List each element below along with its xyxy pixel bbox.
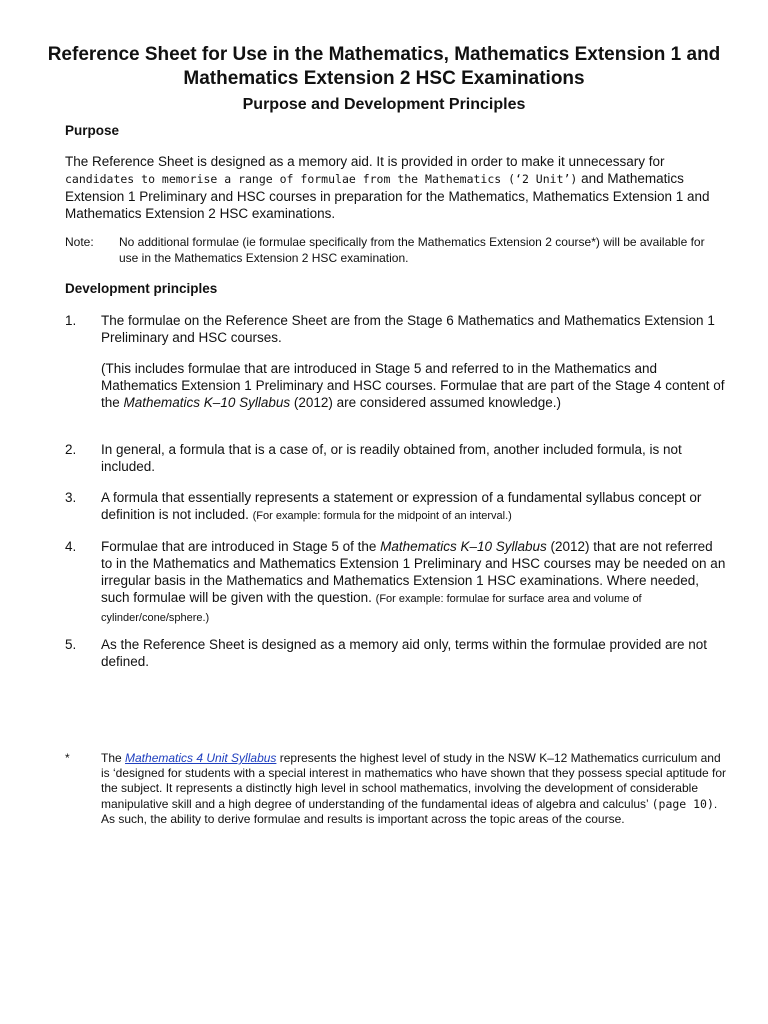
document-title: Reference Sheet for Use in the Mathematics, Mathematics Extension 1 and Mathematics Extension 2 HSC Examinations — [47, 44, 721, 89]
syllabus-link[interactable]: Mathematics 4 Unit Syllabus — [125, 751, 277, 765]
syllabus-title-italic: Mathematics K–10 Syllabus — [380, 539, 547, 554]
principle-text — [101, 489, 726, 525]
syllabus-title-italic: Mathematics K–10 Syllabus — [123, 395, 291, 410]
footnote-marker: * — [65, 751, 70, 765]
principle-text: In general, a formula that is a case of, or is readily obtained from, another included formula, is not included. — [101, 442, 682, 474]
principle-text — [101, 538, 726, 627]
purpose-text-mono: candidates to memorise a range of formulae from the Mathematics (‘2 Unit’) — [65, 172, 578, 186]
principle-text-b: (2012) that are not referred to in the Mathematics and Mathematics Extension 1 Preliminary and HSC courses may be needed on an irregular basis in the Mathematics and Mathematics Extension 1 HSC examinations. Where needed, such formulae will be given with the question. — [101, 539, 726, 605]
footnote-text-b: represents the highest level of study in the NSW K–12 Mathematics curriculum and is ‘designed for students with a special interest in mathematics who have shown that they possess special aptitude for the subject. It represents a distinctly high level in school mathematics, involving the development of considerable manipulative skill and a high degree of understanding of the fundamental ideas of algebra and calculus’ — [101, 751, 727, 811]
footnote-text-c: . As such, the ability to derive formulae and results is important across the topic areas of the course. — [101, 796, 718, 826]
principle-example: (For example: formula for the midpoint of an interval.) — [252, 510, 512, 522]
principle-subtext — [101, 360, 726, 411]
principle-number: 2. — [65, 442, 77, 457]
document-subtitle: Purpose and Development Principles — [242, 96, 526, 113]
note-text: No additional formulae (ie formulae specifically from the Mathematics Extension 2 course*) will be available for use in the Mathematics Extension 2 HSC examination. — [119, 235, 705, 265]
footnote-page-ref: (page 10) — [651, 796, 714, 811]
note-label: Note: — [65, 235, 94, 249]
principle-text: The formulae on the Reference Sheet are from the Stage 6 Mathematics and Mathematics Extension 1 Preliminary and HSC courses. — [101, 313, 715, 345]
purpose-text-a: The Reference Sheet is designed as a memory aid. It is provided in order to make it unnecessary for — [65, 154, 665, 169]
principle-text: As the Reference Sheet is designed as a memory aid only, terms within the formulae provided are not defined. — [101, 637, 708, 669]
principle-number: 5. — [65, 637, 77, 652]
principle-example: (For example: formulae for surface area and volume of cylinder/cone/sphere.) — [101, 593, 642, 624]
principle-text-a: Formulae that are introduced in Stage 5 of the — [101, 539, 381, 554]
principle-subtext-b: (2012) are considered assumed knowledge.) — [290, 395, 562, 410]
footnote-text — [101, 751, 726, 827]
principle-number: 1. — [65, 313, 77, 328]
principle-number: 4. — [65, 539, 77, 554]
principle-text-main: A formula that essentially represents a statement or expression of a fundamental syllabus concept or definition is not included. — [101, 490, 702, 522]
principle-number: 3. — [65, 490, 77, 505]
development-heading: Development principles — [65, 281, 218, 296]
footnote-text-a: The — [101, 751, 126, 765]
purpose-paragraph — [65, 153, 725, 222]
purpose-text-b: and Mathematics Extension 1 Preliminary and HSC courses in preparation for the Mathematics, Mathematics Extension 1 and Mathematics Extension 2 HSC examinations. — [65, 171, 710, 221]
principle-subtext-a: (This includes formulae that are introduced in Stage 5 and referred to in the Mathematics and Mathematics Extension 1 Preliminary and HSC courses. Formulae that are part of the Stage 4 content of the — [101, 361, 725, 410]
purpose-heading: Purpose — [65, 123, 120, 138]
